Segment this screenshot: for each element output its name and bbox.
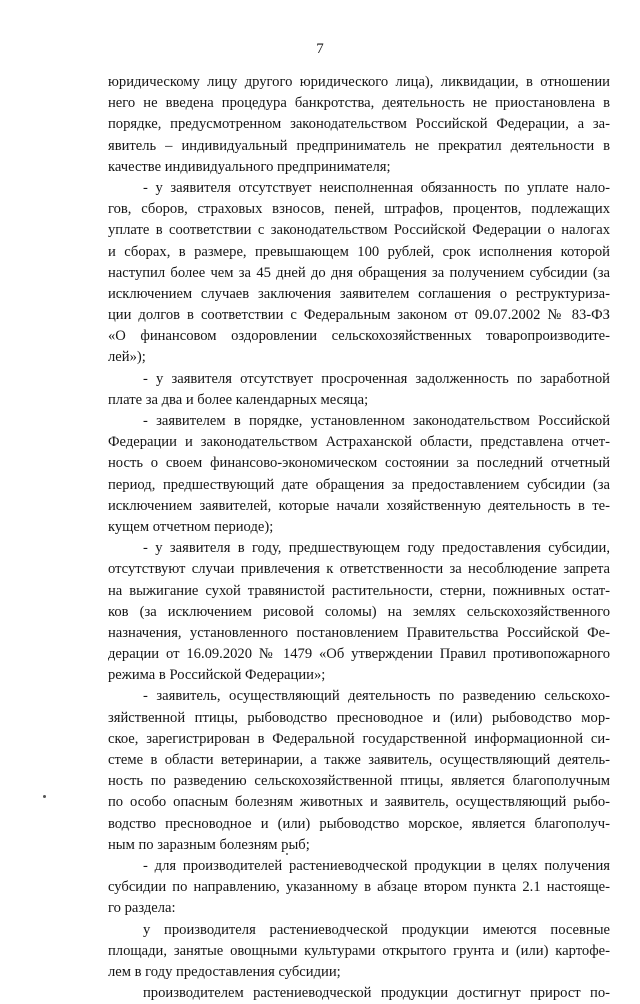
- text-line: ков (за исключением рисовой соломы) на землях сельскохозяйственного: [108, 603, 610, 620]
- text-line: водство пресноводное и (или) рыбоводство морское, является благополуч-: [108, 815, 610, 832]
- text-line: ным по заразным болезням рыб;: [108, 836, 310, 853]
- text-line: - у заявителя в году, предшествующем году предоставления субсидии,: [143, 540, 610, 557]
- text-line: юридическому лицу другого юридического лица), ликвидации, в отношении: [108, 74, 610, 90]
- text-line: период, предшествующий дате обращения за предоставлением субсидии (за: [108, 476, 610, 493]
- text-line: по особо опасным болезням животных и заявитель, осуществляющий рыбо-: [108, 794, 610, 811]
- text-line: исключением заявителей, которые начали хозяйственную деятельность в те-: [108, 497, 610, 514]
- text-line: дерации от 16.09.2020 № 1479 «Об утверждении Правил противопожарного: [108, 646, 610, 663]
- page-number: 7: [316, 41, 324, 57]
- text-line: - у заявителя отсутствует неисполненная обязанность по уплате нало-: [143, 179, 610, 196]
- text-line: «О финансовом оздоровлении сельскохозяйственных товаропроизводите-: [108, 328, 610, 345]
- text-line: у производителя растениеводческой продукции имеются посевные: [143, 921, 610, 938]
- text-line: кущем отчетном периоде);: [108, 518, 274, 535]
- text-line: назначения, установленного постановлением Правительства Российской Фе-: [108, 624, 610, 641]
- text-line: качестве индивидуального предпринимателя;: [108, 158, 391, 175]
- text-line: площади, занятые овощными культурами открытого грунта и (или) картофе-: [108, 942, 610, 959]
- text-line: явитель – индивидуальный предприниматель не прекратил деятельности в: [108, 137, 610, 154]
- document-body: [108, 72, 610, 1004]
- text-line: него не введена процедура банкротства, деятельность не приостановлена в: [108, 95, 610, 112]
- scan-speck: [43, 795, 46, 798]
- text-line: порядке, предусмотренном законодательством Российской Федерации, а за-: [108, 116, 610, 133]
- text-line: ность о своем финансово-экономическом состоянии за последний отчетный: [108, 455, 610, 472]
- text-line: - у заявителя отсутствует просроченная задолженность по заработной: [143, 370, 610, 387]
- text-line: отсутствуют случаи привлечения к ответственности за несоблюдение запрета: [108, 561, 610, 578]
- text-line: уплате в соответствии с законодательством Российской Федерации о налогах: [108, 222, 610, 239]
- text-line: субсидии по направлению, указанному в абзаце втором пункта 2.1 настояще-: [108, 879, 610, 896]
- text-line: ность по разведению сельскохозяйственной птицы, является благополучным: [108, 773, 610, 790]
- text-line: - заявитель, осуществляющий деятельность по разведению сельскохо-: [143, 688, 610, 705]
- text-line: режима в Российской Федерации»;: [108, 667, 326, 684]
- text-line: - для производителей растениеводческой продукции в целях получения: [143, 857, 610, 874]
- text-line: производителем растениеводческой продукции достигнут прирост по-: [143, 985, 610, 1002]
- text-line: плате за два и более календарных месяца;: [108, 391, 369, 408]
- text-line: ции долгов в соответствии с Федеральным законом от 09.07.2002 № 83-ФЗ: [108, 307, 610, 324]
- text-line: наступил более чем за 45 дней до дня обращения за получением субсидии (за: [108, 264, 610, 281]
- text-line: и сборах, в размере, превышающем 100 рублей, срок исполнения которой: [108, 243, 610, 260]
- text-line: на выжигание сухой травянистой растительности, стерни, пожнивных остат-: [108, 582, 610, 599]
- text-line: исключением случаев заключения заявителем соглашения о реструктуриза-: [108, 285, 610, 302]
- text-line: стеме в области ветеринарии, а также заявитель, осуществляющий деятель-: [108, 752, 610, 768]
- text-line: Федерации и законодательством Астраханской области, представлена отчет-: [108, 434, 610, 451]
- text-line: го раздела:: [108, 900, 176, 917]
- text-line: лем в году предоставления субсидии;: [108, 963, 341, 980]
- scan-speck: [286, 853, 288, 855]
- text-line: лей»);: [108, 349, 146, 366]
- text-line: гов, сборов, страховых взносов, пеней, штрафов, процентов, подлежащих: [108, 201, 610, 218]
- text-line: ское, зарегистрирован в Федеральной государственной информационной си-: [108, 730, 610, 747]
- text-line: - заявителем в порядке, установленном законодательством Российской: [143, 413, 610, 429]
- text-line: зяйственной птицы, рыбоводство пресноводное и (или) рыбоводство мор-: [108, 709, 610, 726]
